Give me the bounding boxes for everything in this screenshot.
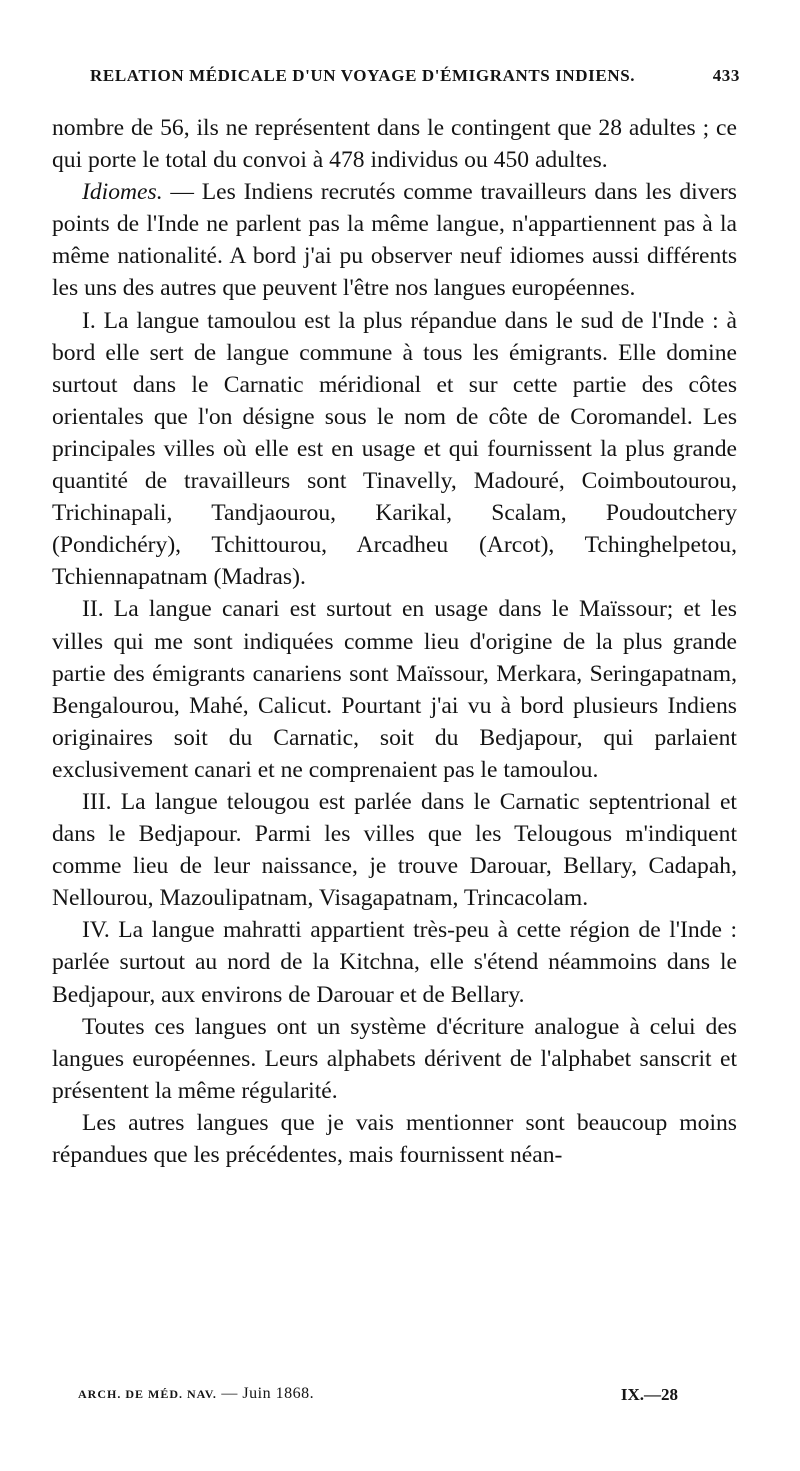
running-title: RELATION MÉDICALE D'UN VOYAGE D'ÉMIGRANTS INDIENS. [90, 66, 636, 85]
signature-mark: IX.—28 [620, 1385, 678, 1404]
paragraph-telougou: III. La langue telougou est parlée dans le Carnatic septentrional et dans le Bedjapour. Parmi les villes que les Telougous m'indiquent comme lieu de leur naissance, je trouve Darouar, Bellary, Cadapah, Nellourou, Mazoulipatnam, Visagapatnam, Trincacolam. [52, 788, 737, 912]
paragraph-idiomes [52, 176, 737, 304]
paragraph-text: — Les Indiens recrutés comme travailleurs dans les divers points de l'Inde ne parlent pas la même langue, n'appartiennent pas à la même nationalité. A bord j'ai pu observer neuf idiomes aussi différents les uns des autres que peuvent l'être nos langues européennes. [52, 179, 737, 302]
paragraph-tamoulou: I. La langue tamoulou est la plus répandue dans le sud de l'Inde : à bord elle sert de langue commune à tous les émigrants. Elle domine surtout dans le Carnatic méridional et sur cette partie des côtes orientales que l'on désigne sous le nom de côte de Coromandel. Les principales villes où elle est en usage et qui fournissent la plus grande quantité de travailleurs sont Tinavelly, Madouré, Coimboutourou, Trichinapali, Tandjaourou, Karikal, Scalam, Poudoutchery (Pondichéry), Tchittourou, Arcadheu (Arcot), Tchinghelpetou, Tchiennapatnam (Madras). [52, 307, 737, 591]
paragraph-mahratti: IV. La langue mahratti appartient très-peu à cette région de l'Inde : parlée surtout au nord de la Kitchna, elle s'étend néammoins dans le Bedjapour, aux environs de Darouar et de Bellary. [52, 917, 737, 1008]
issue-date: — Juin 1868. [216, 1385, 315, 1402]
paragraph-ecriture: Toutes ces langues ont un système d'écriture analogue à celui des langues européennes. Leurs alphabets dérivent de l'alphabet sanscrit et présentent la même régularité. [52, 1013, 737, 1104]
journal-name: ARCH. DE MÉD. NAV. [78, 1387, 217, 1401]
section-lead: Idiomes. [82, 179, 163, 206]
footer-citation [78, 1385, 314, 1403]
paragraph-canari: II. La langue canari est surtout en usage dans le Maïssour; et les villes qui me sont indiquées comme lieu d'origine de la plus grande partie des émigrants canariens sont Maïssour, Merkara, Seringapatnam, Bengalourou, Mahé, Calicut. Pourtant j'ai vu à bord plusieurs Indiens originaires soit du Carnatic, soit du Bedjapour, qui parlaient exclusivement canari et ne comprenaient pas le tamoulou. [52, 596, 737, 783]
paragraph-autres-langues: Les autres langues que je vais mentionner sont beaucoup moins répandues que les précédentes, mais fournissent néan- [52, 1109, 737, 1168]
page-number: 433 [712, 66, 740, 85]
paragraph-continuation: nombre de 56, ils ne représentent dans le contingent que 28 adultes ; ce qui porte le total du convoi à 478 individus ou 450 adultes. [52, 115, 737, 174]
body-text [52, 112, 737, 1171]
